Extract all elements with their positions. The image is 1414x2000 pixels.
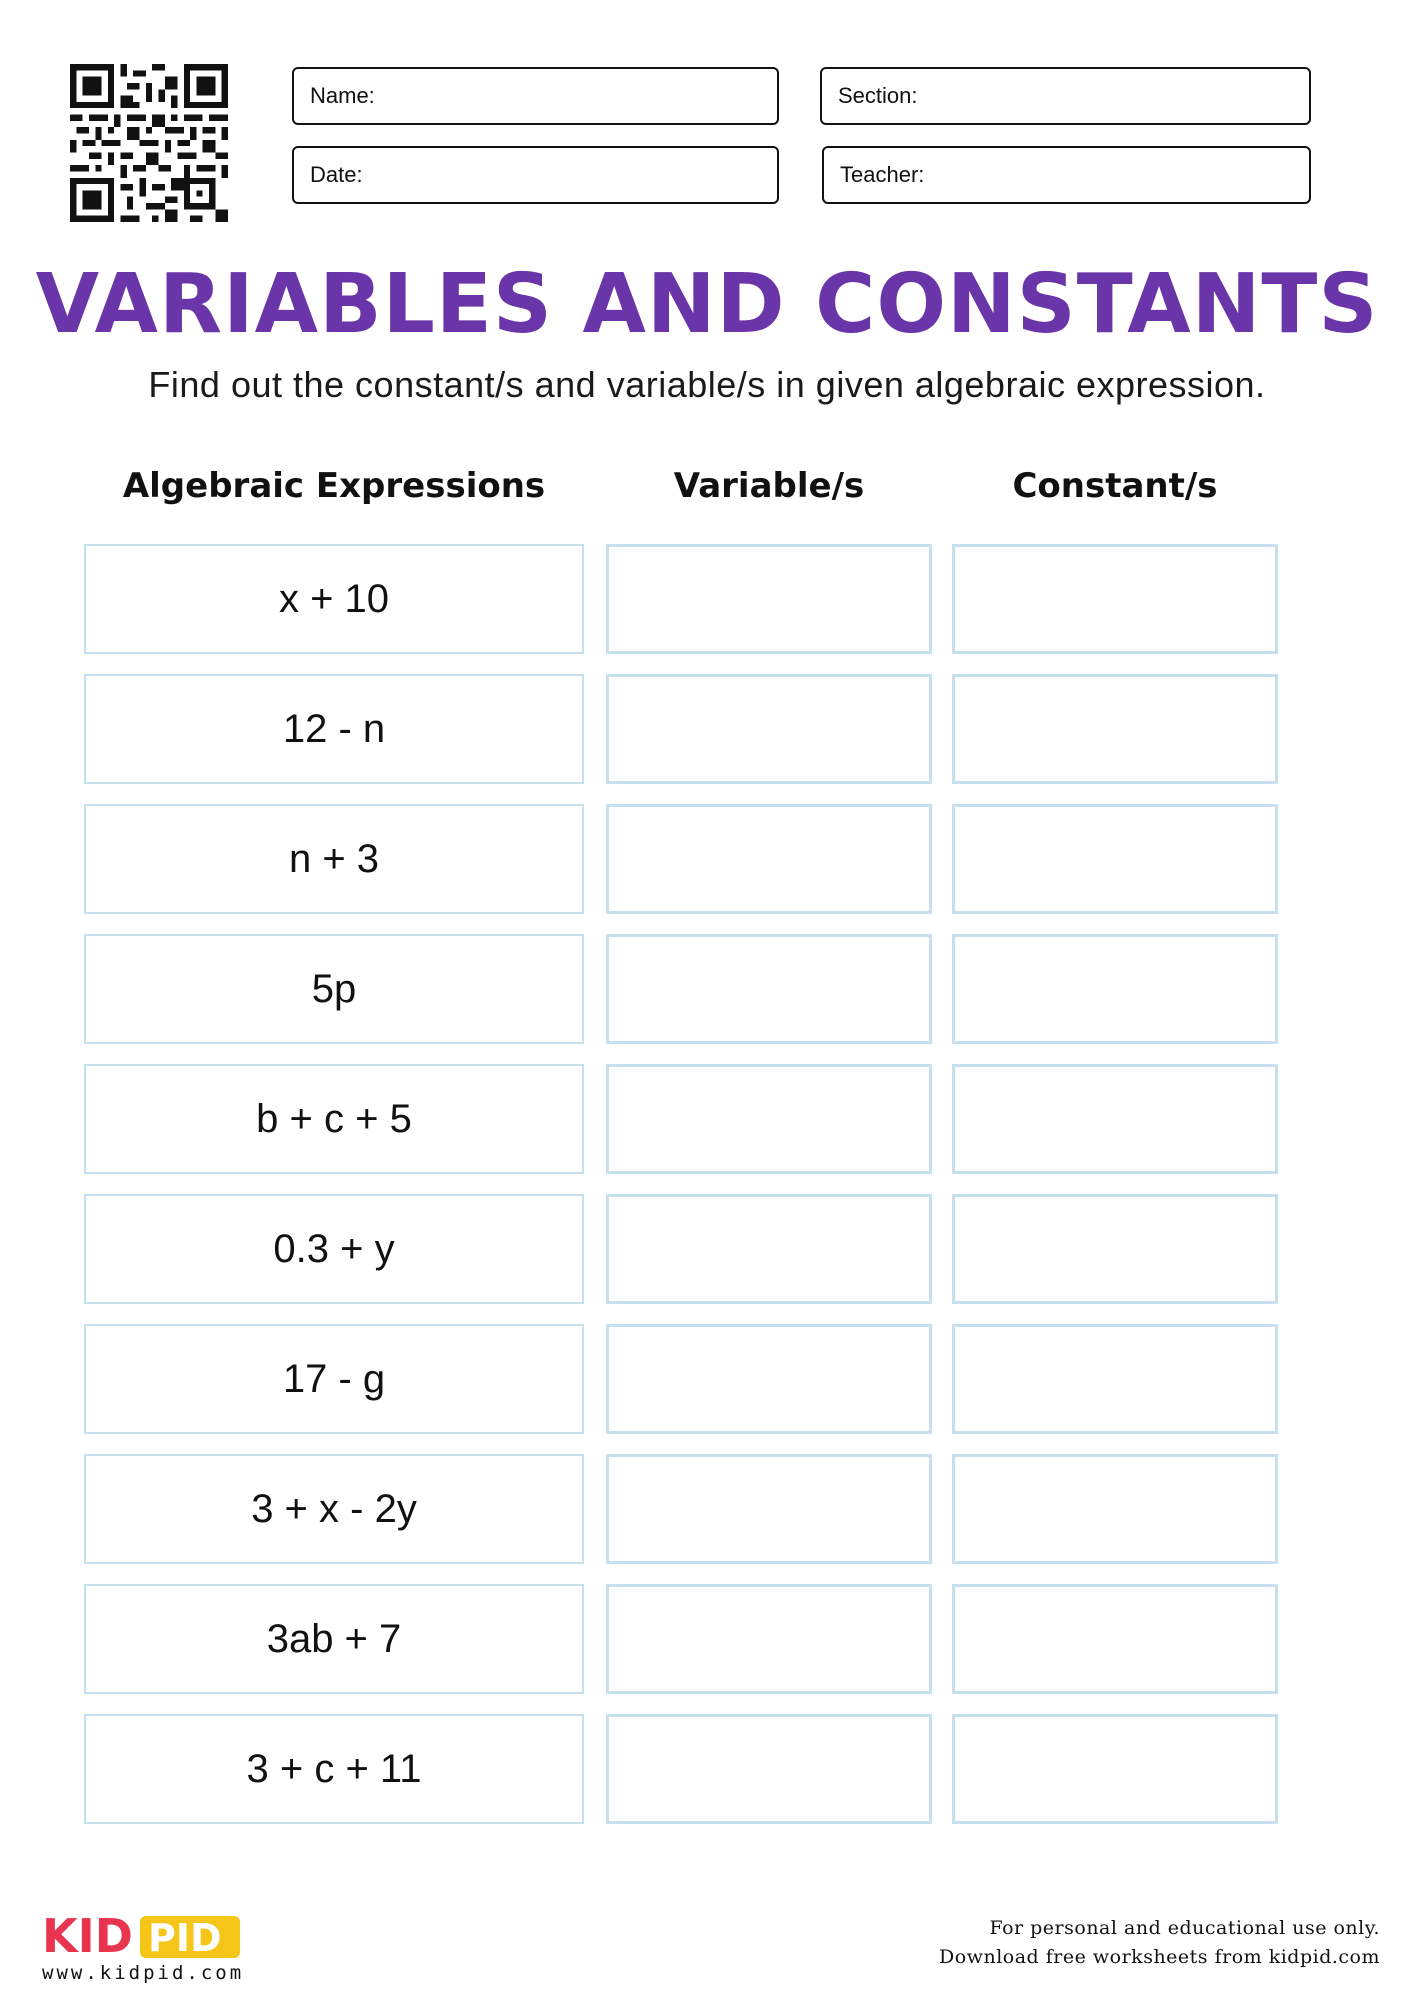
- expression-cell: x + 10: [84, 544, 584, 654]
- variable-answer-box[interactable]: [606, 1584, 932, 1694]
- column-header-constants: Constant/s: [1012, 466, 1218, 506]
- expression-cell: 3 + x - 2y: [84, 1454, 584, 1564]
- variable-answer-box[interactable]: [606, 804, 932, 914]
- section-label: Section:: [838, 83, 918, 108]
- section-field[interactable]: [820, 67, 1311, 125]
- constant-answer-box[interactable]: [952, 1194, 1278, 1304]
- name-label: Name:: [310, 83, 375, 108]
- expression-cell: 17 - g: [84, 1324, 584, 1434]
- variable-answer-box[interactable]: [606, 674, 932, 784]
- footer-line-2: Download free worksheets from kidpid.com: [939, 1946, 1380, 1968]
- website-url: www.kidpid.com: [42, 1962, 245, 1984]
- variable-answer-box[interactable]: [606, 1194, 932, 1304]
- column-header-variables: Variable/s: [673, 466, 865, 506]
- expression-cell: 5p: [84, 934, 584, 1044]
- teacher-field[interactable]: [822, 146, 1311, 204]
- column-header-expressions: Algebraic Expressions: [122, 466, 546, 506]
- constant-answer-box[interactable]: [952, 1064, 1278, 1174]
- constant-answer-box[interactable]: [952, 1584, 1278, 1694]
- svg-text:PID: PID: [148, 1916, 222, 1960]
- variable-answer-box[interactable]: [606, 1324, 932, 1434]
- footer-line-1: For personal and educational use only.: [989, 1917, 1380, 1939]
- footer-note: [939, 1914, 1380, 1972]
- constant-answer-box[interactable]: [952, 674, 1278, 784]
- constant-answer-box[interactable]: [952, 934, 1278, 1044]
- constant-answer-box[interactable]: [952, 804, 1278, 914]
- variable-answer-box[interactable]: [606, 934, 932, 1044]
- date-label: Date:: [310, 162, 363, 187]
- expression-cell: 3 + c + 11: [84, 1714, 584, 1824]
- qr-code-icon: [70, 64, 228, 222]
- variable-answer-box[interactable]: [606, 1454, 932, 1564]
- constant-answer-box[interactable]: [952, 1324, 1278, 1434]
- variable-answer-box[interactable]: [606, 1064, 932, 1174]
- teacher-label: Teacher:: [840, 162, 925, 187]
- expression-cell: 0.3 + y: [84, 1194, 584, 1304]
- instruction-text: Find out the constant/s and variable/s in given algebraic expression.: [148, 364, 1266, 405]
- name-field[interactable]: [292, 67, 779, 125]
- constant-answer-box[interactable]: [952, 1454, 1278, 1564]
- constant-answer-box[interactable]: [952, 1714, 1278, 1824]
- expression-cell: 3ab + 7: [84, 1584, 584, 1694]
- svg-text:KID: KID: [42, 1909, 133, 1963]
- date-field[interactable]: [292, 146, 779, 204]
- expression-cell: n + 3: [84, 804, 584, 914]
- variable-answer-box[interactable]: [606, 544, 932, 654]
- expression-cell: 12 - n: [84, 674, 584, 784]
- worksheet-title: VARIABLES AND CONSTANTS: [35, 257, 1379, 352]
- expression-cell: b + c + 5: [84, 1064, 584, 1174]
- variable-answer-box[interactable]: [606, 1714, 932, 1824]
- constant-answer-box[interactable]: [952, 544, 1278, 654]
